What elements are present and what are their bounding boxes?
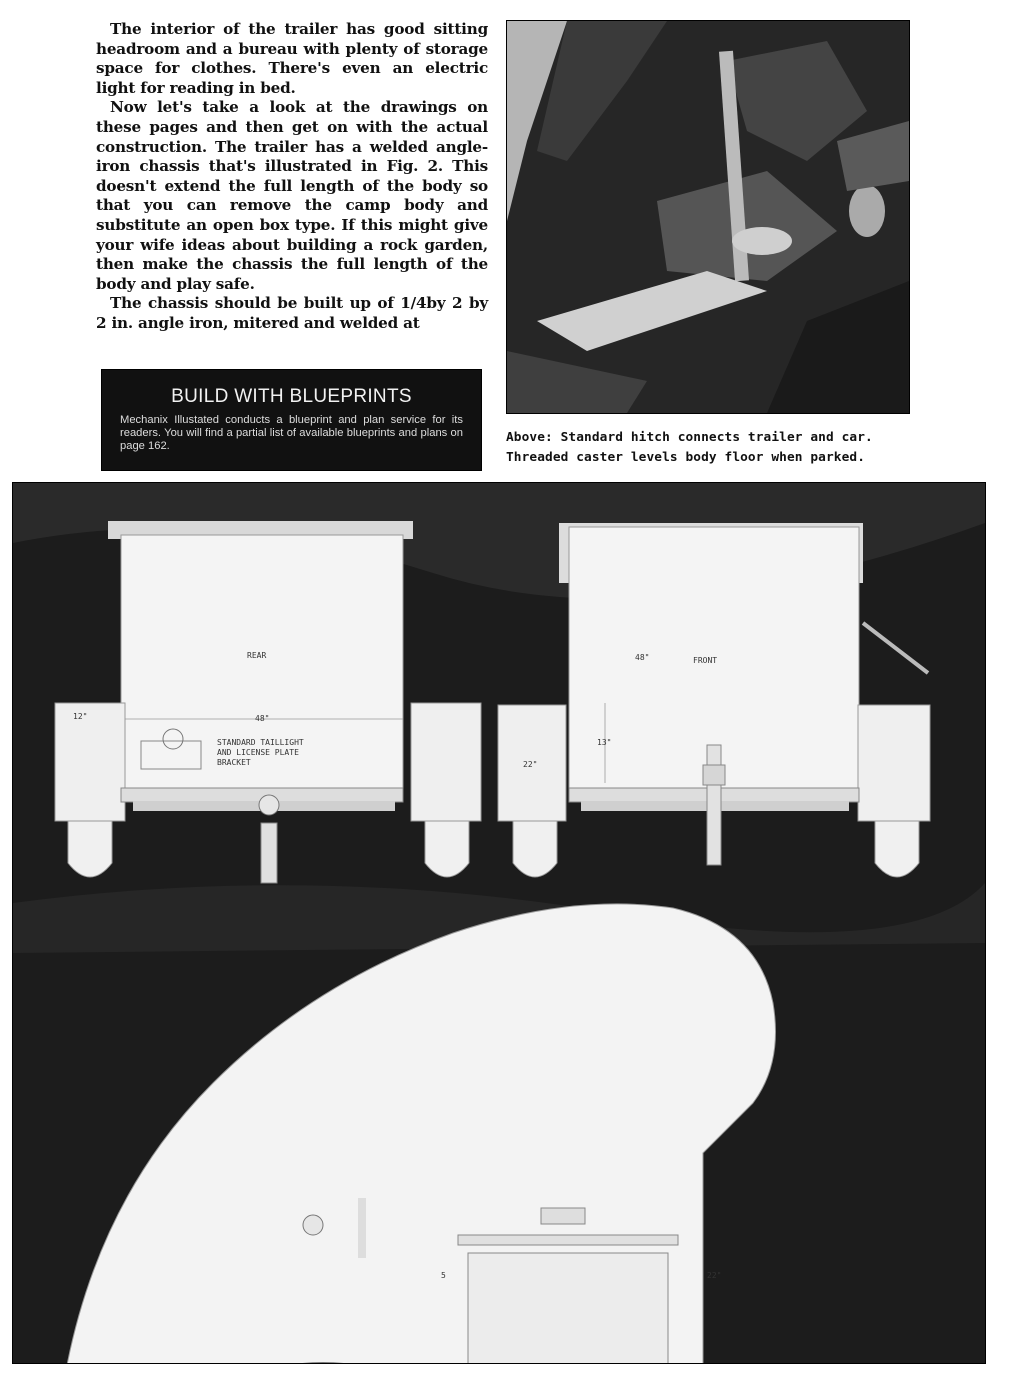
caption-line-2: Threaded caster levels body floor when parked.: [506, 450, 866, 465]
article-paragraph-2: Now let's take a look at the drawings on these pages and then get on with the actual construction. The trailer has a welded angle-iron chassis that's illustrated in Fig. 2. This doesn't extend the full length of the body so that you can remove the camp body and substitute an open box type. If this might give your wife ideas about building a rock garden, then make the chassis the full length of the body and play safe.: [96, 98, 488, 293]
front-width-label: 48": [635, 653, 650, 662]
wheel-width-label: 22": [523, 760, 538, 769]
photo-caption: [506, 428, 911, 468]
promo-body: Mechanix Illustated conducts a blueprint and plan service for its readers. You will find a partial list of available blueprints and plans on page 162.: [120, 414, 463, 452]
hitch-photo: [506, 20, 910, 414]
fender-width-label: 12": [73, 712, 88, 721]
article-paragraph-3: The chassis should be built up of 1/4by 2 by 2 in. angle iron, mitered and welded at: [96, 294, 488, 332]
front-height-label: 13": [597, 738, 612, 747]
taillight-label-3: BRACKET: [217, 758, 251, 767]
caption-line-1: Above: Standard hitch connects trailer and car.: [506, 430, 873, 445]
trailer-drawing-svg: [13, 483, 985, 1363]
article-paragraph-1: The interior of the trailer has good sitting headroom and a bureau with plenty of storage space for clothes. There's even an electric light for reading in bed.: [96, 20, 488, 97]
side-dim-b-label: 22": [707, 1271, 722, 1280]
promo-title: BUILD WITH BLUEPRINTS: [171, 386, 412, 407]
blueprint-promo-box: [101, 369, 482, 471]
hitch-photo-illustration: [507, 21, 909, 413]
trailer-drawing: [12, 482, 986, 1364]
side-dim-a-label: 5: [441, 1271, 446, 1280]
rear-width-label: 48": [255, 714, 270, 723]
rear-label: REAR: [247, 651, 267, 660]
taillight-label-2: AND LICENSE PLATE: [217, 748, 299, 757]
taillight-label-1: STANDARD TAILLIGHT: [217, 738, 304, 747]
article-text: [96, 20, 488, 334]
front-label: FRONT: [693, 656, 718, 665]
